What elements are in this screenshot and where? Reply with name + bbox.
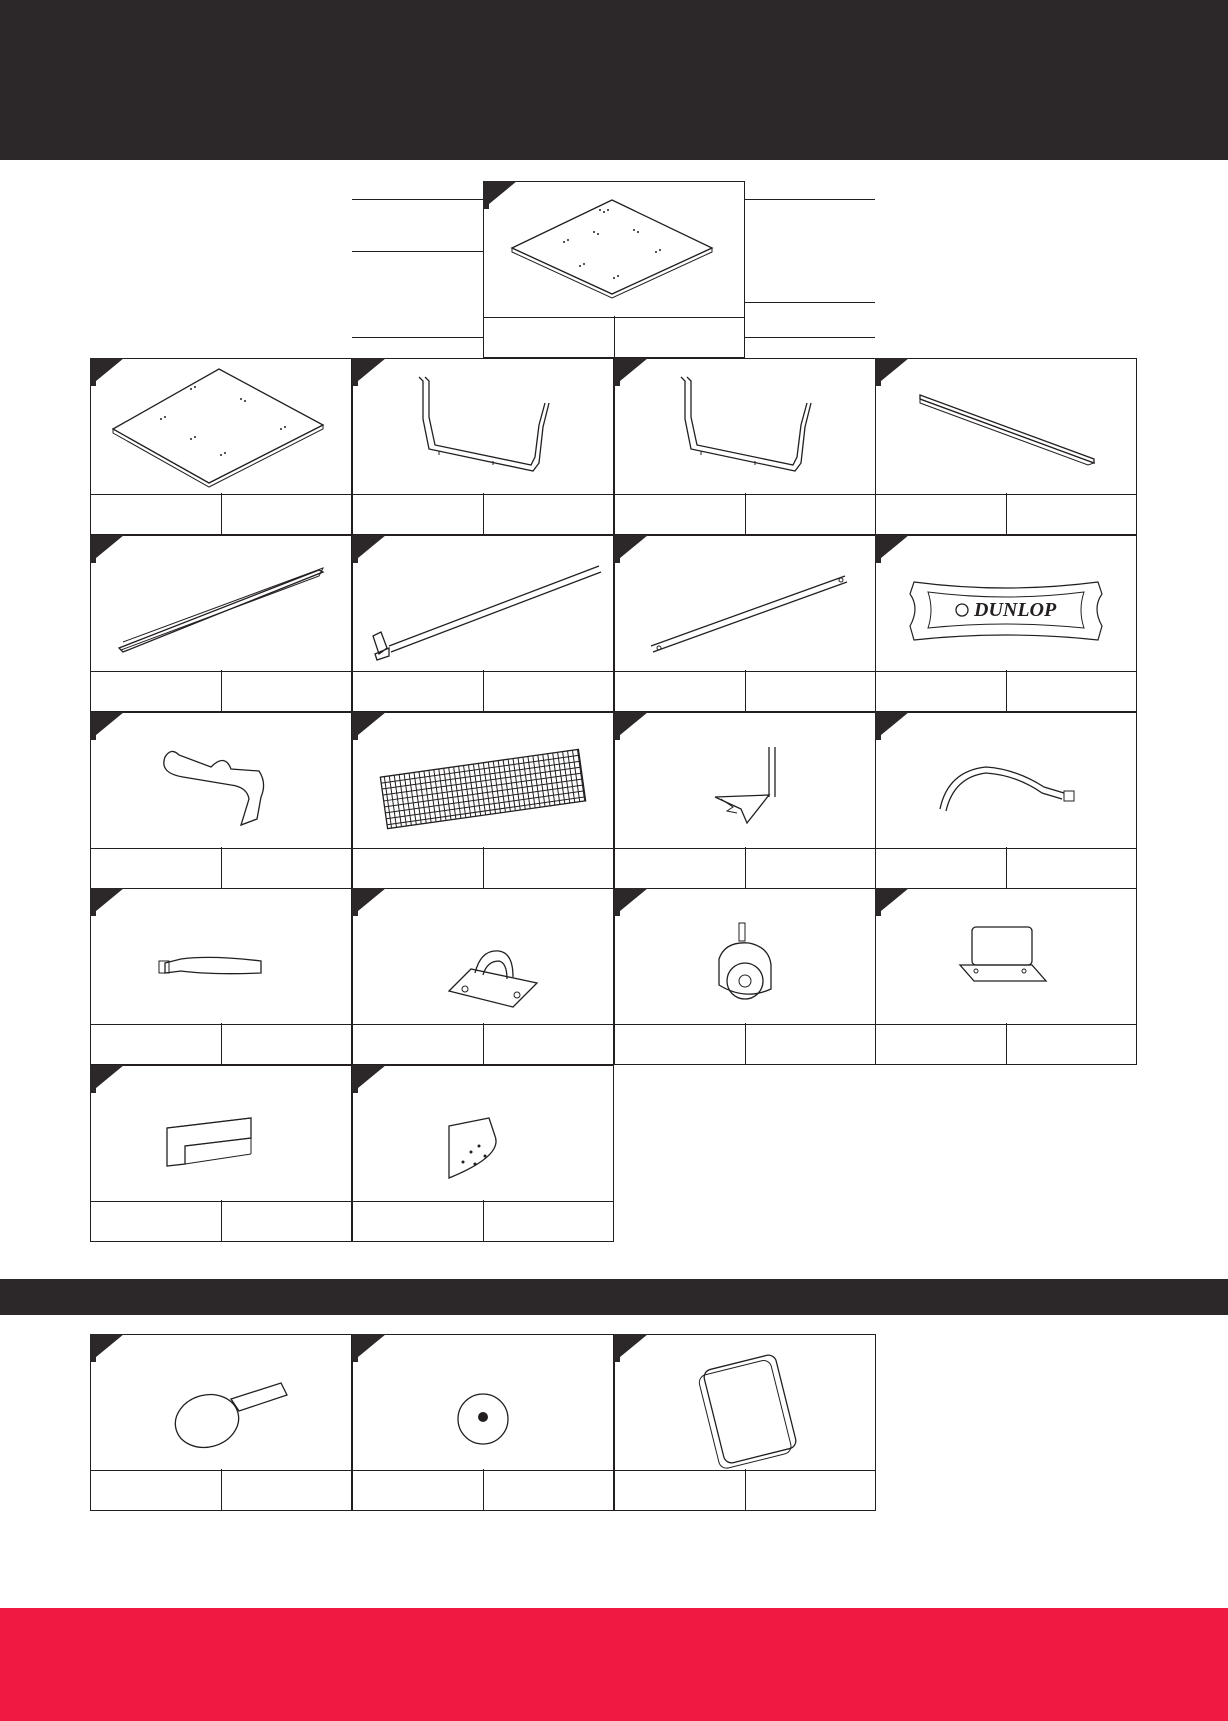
- leader-line: [742, 199, 875, 200]
- short-strap-icon: [91, 889, 351, 1024]
- part-card: [90, 888, 352, 1065]
- part-card: [614, 535, 876, 712]
- long-rail-icon: [91, 536, 351, 671]
- brand-logo-text: DUNLOP: [974, 599, 1057, 621]
- tabletop-half-icon: [484, 182, 744, 317]
- part-card: [352, 1065, 614, 1242]
- part-card: [875, 535, 1137, 712]
- part-card: [352, 888, 614, 1065]
- part-illustration: [353, 1066, 613, 1202]
- part-info-cells: [91, 493, 351, 534]
- part-info-cells: [353, 1200, 613, 1241]
- tabletop-half-icon: [91, 359, 351, 494]
- part-card: [90, 358, 352, 535]
- part-illustration: [353, 359, 613, 495]
- handle-bracket-icon: [876, 889, 1136, 1024]
- corner-guard-icon: [353, 1066, 613, 1201]
- part-illustration: [353, 713, 613, 849]
- part-info-cells: [615, 847, 875, 888]
- part-card: [875, 712, 1137, 889]
- part-illustration: [876, 713, 1136, 849]
- part-info-cells: [876, 670, 1136, 711]
- brace-bar-icon: [615, 536, 875, 671]
- leader-line: [352, 251, 504, 252]
- part-illustration: [615, 713, 875, 849]
- part-illustration: [876, 889, 1136, 1025]
- part-info-cells: [615, 493, 875, 534]
- caster-wheel-icon: [615, 889, 875, 1024]
- leader-line: [728, 337, 875, 338]
- part-info-cells: [615, 1469, 875, 1510]
- storage-case-icon: [615, 1335, 875, 1470]
- part-illustration: [876, 536, 1136, 672]
- part-card: [352, 712, 614, 889]
- part-info-cells: [353, 1469, 613, 1510]
- net-icon: [353, 713, 613, 848]
- part-card-featured: [483, 181, 745, 358]
- part-card: [90, 1065, 352, 1242]
- section-bar: [0, 1279, 1228, 1315]
- part-info-cells: [91, 670, 351, 711]
- part-info-cells: [91, 1200, 351, 1241]
- part-info-cells: [876, 1023, 1136, 1064]
- net-post-clamp-icon: [615, 713, 875, 848]
- part-illustration: [615, 889, 875, 1025]
- accessory-card: [614, 1334, 876, 1511]
- part-card: [875, 358, 1137, 535]
- part-info-cells: [353, 1023, 613, 1064]
- brand-end-plate-icon: [876, 536, 1136, 671]
- paddle-icon: [91, 1335, 351, 1470]
- part-illustration: [353, 889, 613, 1025]
- part-card: [614, 888, 876, 1065]
- part-info-cells: [91, 847, 351, 888]
- part-info-cells: [484, 316, 744, 357]
- part-illustration: [353, 1335, 613, 1471]
- part-illustration: [91, 1066, 351, 1202]
- accessory-card: [352, 1334, 614, 1511]
- leg-frame-icon: [353, 359, 613, 494]
- part-illustration: [615, 536, 875, 672]
- foot-block-icon: [91, 1066, 351, 1201]
- part-info-cells: [353, 670, 613, 711]
- leader-line: [742, 302, 875, 303]
- part-info-cells: [91, 1469, 351, 1510]
- brace-bar-with-bracket-icon: [353, 536, 613, 671]
- part-illustration: [876, 359, 1136, 495]
- part-info-cells: [353, 493, 613, 534]
- latch-hook-icon: [91, 713, 351, 848]
- part-info-cells: [91, 1023, 351, 1064]
- header-bar: [0, 0, 1228, 160]
- part-illustration: [615, 1335, 875, 1471]
- part-info-cells: [353, 847, 613, 888]
- part-illustration: [484, 182, 744, 318]
- part-card: [90, 712, 352, 889]
- footer-bar: [0, 1608, 1228, 1721]
- part-info-cells: [876, 847, 1136, 888]
- part-card: [614, 358, 876, 535]
- accessory-card: [90, 1334, 352, 1511]
- part-illustration: [91, 536, 351, 672]
- part-card: [352, 535, 614, 712]
- part-illustration: [91, 889, 351, 1025]
- part-info-cells: [615, 1023, 875, 1064]
- part-card: [614, 712, 876, 889]
- net-strap-icon: [876, 713, 1136, 848]
- part-illustration: [91, 1335, 351, 1471]
- part-card: [352, 358, 614, 535]
- part-info-cells: [876, 493, 1136, 534]
- part-info-cells: [615, 670, 875, 711]
- part-card: [875, 888, 1137, 1065]
- leader-line: [352, 337, 490, 338]
- leader-line: [352, 199, 483, 200]
- pipe-clamp-icon: [353, 889, 613, 1024]
- part-card: [90, 535, 352, 712]
- part-illustration: [353, 536, 613, 672]
- apron-rail-icon: [876, 359, 1136, 494]
- part-illustration: [91, 713, 351, 849]
- part-illustration: [615, 359, 875, 495]
- ball-icon: [353, 1335, 613, 1470]
- part-illustration: [91, 359, 351, 495]
- leg-frame-icon: [615, 359, 875, 494]
